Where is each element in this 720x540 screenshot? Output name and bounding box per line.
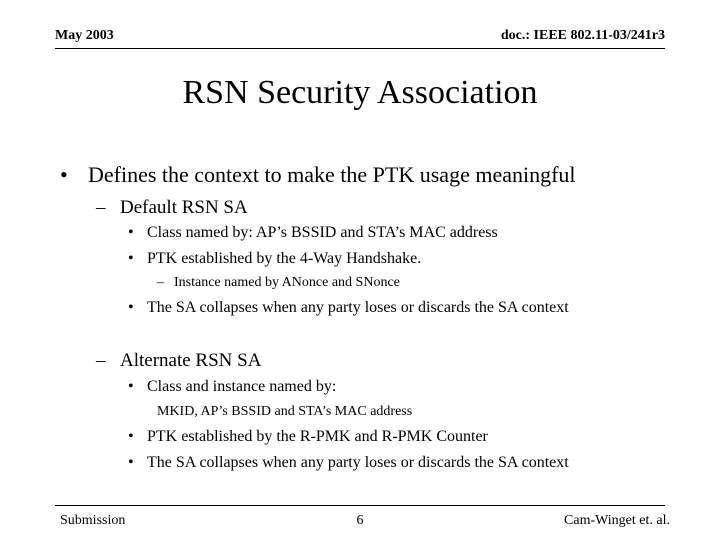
bullet-text: Class and instance named by: (147, 378, 337, 395)
bullet-text: Alternate RSN SA (120, 350, 262, 371)
bullet-level-3 (128, 378, 336, 396)
dash-marker: – (96, 197, 106, 218)
footer-page-number: 6 (356, 513, 364, 528)
bullet-level-2 (96, 197, 248, 219)
bullet-marker: • (128, 250, 134, 267)
header-divider (55, 48, 665, 49)
bullet-text: Instance named by ANonce and SNonce (174, 275, 400, 290)
bullet-level-3 (128, 250, 421, 268)
bullet-level-4 (157, 275, 400, 291)
slide-title: RSN Security Association (182, 74, 538, 111)
bullet-marker: • (128, 454, 134, 471)
bullet-text: Default RSN SA (120, 197, 248, 218)
bullet-marker: • (128, 299, 134, 316)
footer-divider (55, 505, 665, 506)
bullet-text: Class named by: AP’s BSSID and STA’s MAC address (147, 224, 498, 241)
bullet-level-3 (128, 428, 488, 446)
continuation-line (157, 404, 412, 420)
bullet-marker: • (128, 224, 134, 241)
bullet-text: PTK established by the 4-Way Handshake. (147, 250, 422, 267)
bullet-text: The SA collapses when any party loses or discards the SA context (147, 299, 569, 316)
bullet-marker: • (60, 162, 68, 187)
footer-author: Cam-Winget et. al. (564, 513, 670, 528)
bullet-text: Defines the context to make the PTK usage meaningful (88, 162, 576, 187)
bullet-text: PTK established by the R-PMK and R-PMK Counter (147, 428, 488, 445)
footer-submission: Submission (60, 513, 126, 528)
bullet-level-2 (96, 350, 261, 372)
dash-marker: – (96, 350, 106, 371)
bullet-marker: • (128, 378, 134, 395)
header-doc-id: doc.: IEEE 802.11-03/241r3 (500, 28, 665, 43)
bullet-level-3 (128, 299, 569, 317)
header-date: May 2003 (55, 28, 114, 43)
bullet-level-3 (128, 454, 569, 472)
bullet-text: The SA collapses when any party loses or discards the SA context (147, 454, 569, 471)
dash-marker: – (157, 275, 164, 290)
bullet-level-1 (60, 162, 576, 188)
bullet-marker: • (128, 428, 134, 445)
bullet-level-3 (128, 224, 498, 242)
bullet-text: MKID, AP’s BSSID and STA’s MAC address (157, 404, 413, 419)
